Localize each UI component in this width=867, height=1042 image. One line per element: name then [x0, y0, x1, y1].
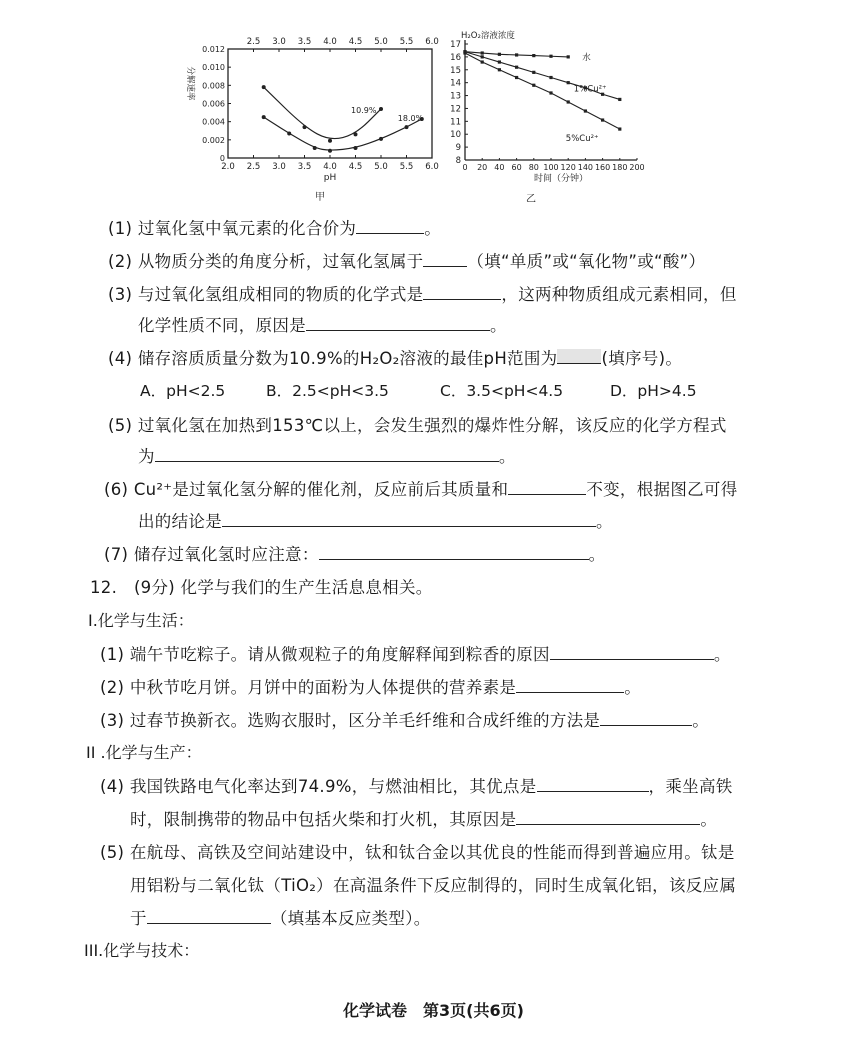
punct: 。 [588, 545, 606, 564]
series-label: 18.0% [397, 113, 424, 123]
q12-item-2-text: (2) 中秋节吃月饼。月饼中的面粉为人体提供的营养素是 [100, 678, 517, 697]
top-tick-label: 3.0 [272, 37, 286, 47]
y-tick-label: 11 [450, 117, 461, 128]
x-tick-label: 20 [477, 163, 488, 172]
top-tick-label: 3.5 [297, 37, 312, 47]
answer-blank-6b[interactable] [222, 512, 596, 527]
data-point [328, 139, 332, 143]
x-tick-label: 40 [494, 163, 505, 172]
question-5-cont [138, 443, 516, 467]
x-tick-label: 160 [594, 163, 611, 172]
x-tick-label: 3.0 [272, 162, 286, 172]
y-tick-label: 10 [450, 130, 461, 141]
x-tick-label: 4.0 [323, 162, 337, 172]
punct: 。 [490, 316, 507, 335]
data-point [405, 125, 409, 129]
answer-blank-7[interactable] [319, 545, 589, 560]
data-point [515, 76, 518, 79]
data-point [262, 115, 266, 119]
q12-item-2 [100, 674, 641, 698]
section-i-title: I.化学与生活： [88, 611, 194, 630]
data-point [532, 84, 535, 87]
data-point [481, 60, 484, 63]
y-tick-label: 0.002 [202, 135, 225, 145]
y-tick-label: 17 [450, 40, 461, 50]
data-point [498, 68, 501, 71]
answer-blank-2[interactable] [423, 252, 467, 267]
x-tick-label: 5.0 [374, 162, 388, 172]
question-5-text: (5) 过氧化氢在加热到153℃以上，会发生强烈的爆炸性分解，该反应的化学方程式 [108, 416, 727, 435]
y-tick-label: 13 [450, 91, 461, 102]
data-point [549, 55, 552, 58]
x-tick-label: 80 [528, 163, 539, 172]
answer-blank-5[interactable] [155, 447, 499, 462]
top-tick-label: 5.5 [399, 37, 414, 47]
chart-jia [180, 30, 440, 202]
section-ii-title: II .化学与生产： [86, 743, 202, 762]
question-6 [104, 476, 738, 500]
data-point [303, 125, 307, 129]
data-point [379, 107, 383, 111]
q12-item-3-text: (3) 过春节换新衣。选购衣服时，区分羊毛纤维和合成纤维的方法是 [100, 711, 601, 730]
question-7 [104, 541, 605, 565]
data-point [567, 55, 570, 58]
question-3-text-b: ，这两种物质组成元素相同，但 [501, 285, 737, 304]
x-tick-label: 60 [511, 163, 522, 172]
q12-item-5-text-c: 于 [130, 909, 147, 928]
answer-blank-1[interactable] [356, 219, 424, 234]
question-6-cont [138, 508, 613, 532]
x-tick-label: 100 [543, 163, 559, 172]
data-point [313, 146, 317, 150]
data-point [549, 91, 552, 94]
q12-item-3 [100, 707, 709, 731]
x-tick-label: 2.0 [221, 162, 235, 172]
chart-caption: 甲 [315, 192, 325, 202]
data-point [379, 137, 383, 141]
answer-blank-4[interactable] [557, 349, 601, 364]
q12-item-4-text: (4) 我国铁路电气化率达到74.9%，与燃油相比，其优点是 [100, 777, 537, 796]
x-tick-label: 5.5 [399, 162, 414, 172]
data-point [328, 149, 332, 153]
data-point [532, 71, 535, 74]
data-point [463, 51, 466, 54]
question-4-text-b: (填序号)。 [601, 349, 683, 368]
y-tick-label: 9 [455, 143, 461, 154]
x-tick-label: 4.5 [348, 162, 363, 172]
question-4-text: (4) 储存溶质质量分数为10.9%的H₂O₂溶液的最佳pH范围为 [108, 349, 558, 368]
answer-blank-12-5[interactable] [147, 909, 271, 924]
question-6-text: (6) Cu²⁺是过氧化氢分解的催化剂，反应前后其质量和 [104, 480, 509, 499]
chart-title: H₂O₂溶液浓度 [461, 31, 515, 41]
q12-item-5-cont2 [130, 905, 431, 929]
y-tick-label: 0.008 [202, 81, 225, 91]
x-tick-label: 6.0 [425, 162, 439, 172]
q12-item-4 [100, 773, 733, 797]
y-tick-label: 16 [450, 52, 461, 63]
series-label: 水 [582, 52, 591, 63]
answer-blank-3a[interactable] [423, 285, 501, 300]
data-point [354, 146, 358, 150]
q12-item-5-text-d: （填基本反应类型）。 [270, 909, 431, 928]
option-c: C．3.5<pH<4.5 [440, 382, 564, 400]
q12-item-4-cont [130, 806, 717, 830]
data-point [618, 98, 621, 101]
series-label: 1%Cu²⁺ [573, 84, 607, 95]
data-point [354, 132, 358, 136]
q12-item-4-text-c: 时，限制携带的物品中包括火柴和打火机，其原因是 [130, 810, 517, 829]
question-2-hint: （填“单质”或“氧化物”或“酸”） [467, 252, 706, 271]
question-12-heading: 12. (9分) 化学与我们的生产生活息息相关。 [90, 578, 433, 597]
data-point [567, 81, 570, 84]
y-axis-label: 分解速率 [185, 66, 195, 101]
data-point [515, 53, 518, 56]
data-point [532, 54, 535, 57]
chart-yi [445, 30, 660, 202]
data-point [287, 131, 291, 135]
data-point [481, 55, 484, 58]
punct: 。 [498, 447, 516, 466]
answer-blank-3b[interactable] [306, 316, 490, 331]
question-6-text-b: 不变，根据图乙可得 [586, 480, 738, 499]
x-tick-label: 140 [577, 163, 594, 172]
top-tick-label: 6.0 [425, 37, 439, 47]
y-tick-label: 0.012 [202, 45, 225, 54]
answer-blank-6a[interactable] [508, 480, 586, 495]
data-point [498, 60, 501, 63]
y-tick-label: 15 [450, 65, 461, 76]
question-1-text: (1) 过氧化氢中氧元素的化合价为 [108, 219, 357, 238]
question-3-cont [138, 312, 507, 336]
question-7-text: (7) 储存过氧化氢时应注意： [104, 545, 319, 564]
series-label: 5%Cu²⁺ [565, 134, 599, 145]
page-footer: 化学试卷 第3页(共6页) [343, 1001, 524, 1020]
question-3-text-c: 化学性质不同，原因是 [138, 316, 306, 335]
option-b: B．2.5<pH<3.5 [266, 382, 389, 400]
question-5-text-b: 为 [138, 447, 155, 466]
q12-item-5 [100, 839, 735, 863]
data-point [498, 53, 501, 56]
top-tick-label: 4.5 [348, 37, 363, 47]
y-tick-label: 0.004 [202, 117, 225, 127]
x-tick-label: 120 [560, 163, 576, 172]
x-tick-label: 3.5 [297, 162, 312, 172]
x-tick-label: 2.5 [246, 162, 261, 172]
q12-item-4-text-b: ，乘坐高铁 [648, 777, 733, 796]
punct: 。 [713, 645, 731, 664]
q12-item-5-text-b: 用铝粉与二氧化钛（TiO₂）在高温条件下反应制得的，同时生成氧化铝，该反应属 [130, 876, 737, 895]
data-point [481, 51, 484, 54]
question-6-text-c: 出的结论是 [138, 512, 222, 531]
question-2-text: (2) 从物质分类的角度分析，过氧化氢属于 [108, 252, 424, 271]
x-axis-label: 时间（分钟） [533, 174, 589, 184]
y-tick-label: 8 [455, 156, 461, 166]
data-point [584, 109, 587, 112]
y-tick-label: 12 [450, 104, 461, 115]
question-5 [108, 412, 727, 436]
data-point [262, 85, 266, 89]
x-tick-label: 180 [612, 163, 628, 172]
answer-blank-12-4a[interactable] [537, 777, 649, 792]
option-d: D．pH>4.5 [610, 382, 697, 400]
question-4 [108, 345, 682, 369]
answer-blank-12-3[interactable] [600, 711, 692, 726]
question-3-text: (3) 与过氧化氢组成相同的物质的化学式是 [108, 285, 424, 304]
series-label: 10.9% [351, 105, 377, 115]
question-2 [108, 248, 705, 272]
data-point [567, 100, 570, 103]
x-tick-label: 0 [462, 163, 468, 172]
option-a: A．pH<2.5 [140, 382, 226, 400]
q12-item-1-text: (1) 端午节吃粽子。请从微观粒子的角度解释闻到粽香的原因 [100, 645, 550, 664]
y-tick-label: 0.010 [202, 63, 225, 73]
question-3 [108, 281, 737, 305]
answer-blank-12-1[interactable] [550, 645, 714, 660]
punct: 。 [596, 512, 613, 531]
data-point [515, 66, 518, 69]
data-point [618, 127, 621, 130]
punct: 。 [692, 711, 710, 730]
question-1 [108, 215, 441, 239]
punct: 。 [624, 678, 642, 697]
top-tick-label: 4.0 [323, 37, 337, 47]
q12-item-1 [100, 641, 731, 665]
chart-caption: 乙 [526, 194, 536, 202]
data-point [549, 76, 552, 79]
x-axis-label: pH [323, 173, 337, 183]
y-tick-label: 0 [219, 154, 225, 163]
top-tick-label: 5.0 [374, 37, 388, 47]
x-tick-label: 200 [629, 163, 645, 172]
section-iii-title: III.化学与技术： [84, 941, 200, 960]
data-point [601, 118, 604, 121]
punct: 。 [700, 810, 718, 829]
answer-blank-12-4b[interactable] [516, 810, 700, 825]
q12-item-5-text: (5) 在航母、高铁及空间站建设中，钛和钛合金以其优良的性能而得到普遍应用。钛是 [100, 843, 735, 862]
punct: 。 [424, 219, 442, 238]
top-tick-label: 2.5 [246, 37, 261, 47]
q12-item-5-cont [130, 872, 736, 896]
y-tick-label: 0.006 [202, 99, 225, 109]
answer-blank-12-2[interactable] [516, 678, 624, 693]
y-tick-label: 14 [450, 78, 461, 89]
